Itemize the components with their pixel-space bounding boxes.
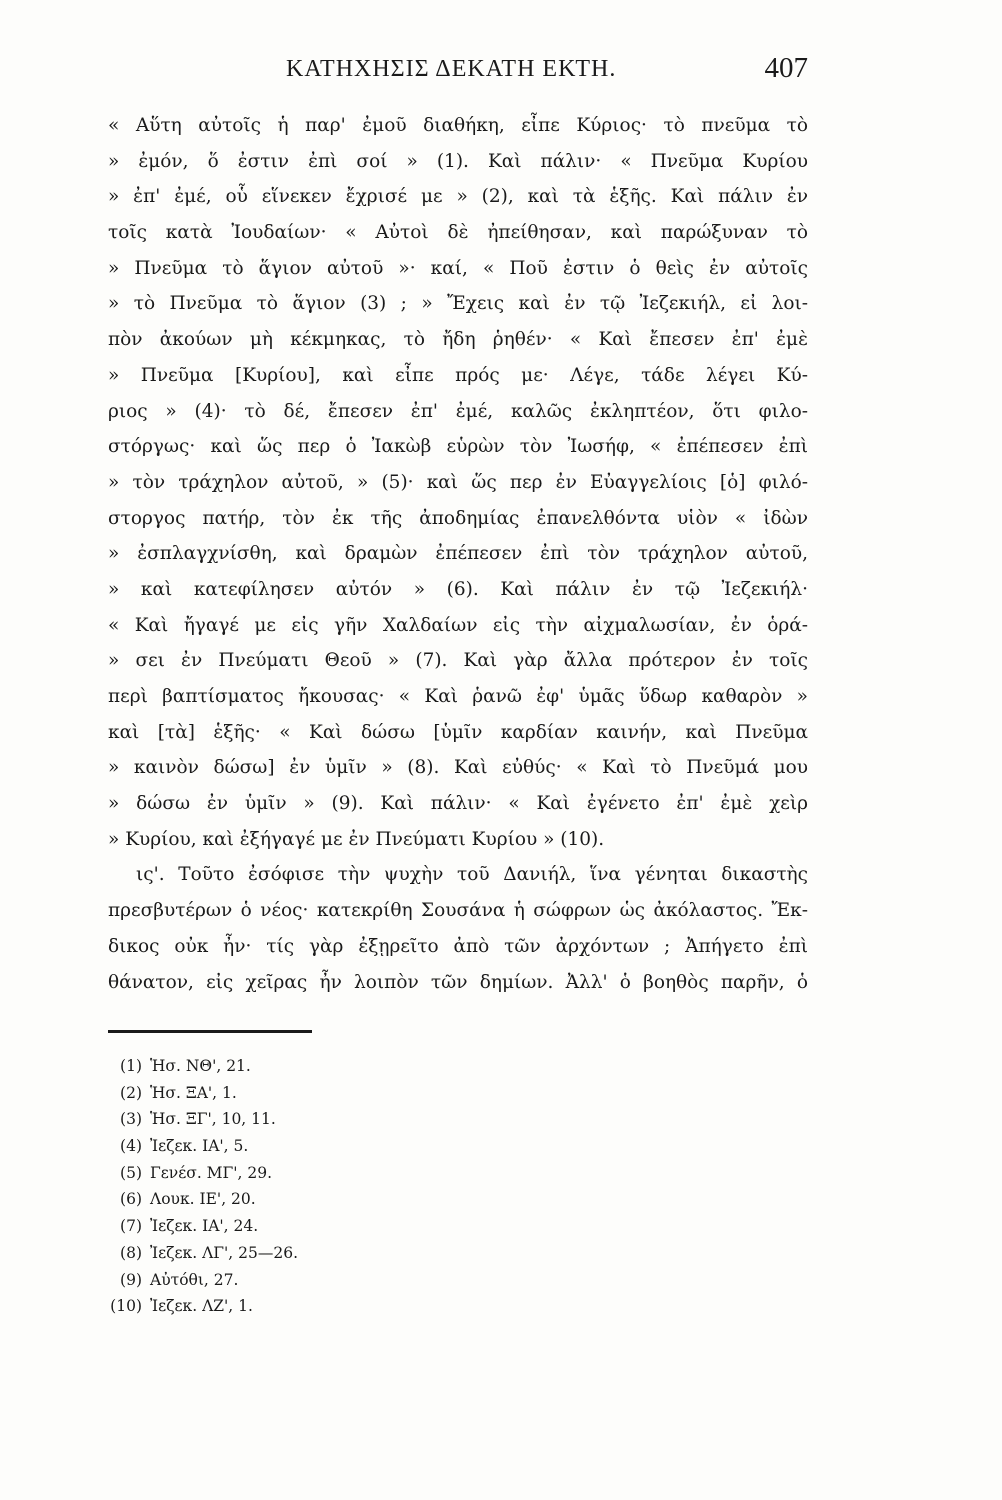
footnote-number: (3) xyxy=(120,1110,142,1129)
footnote xyxy=(108,1213,508,1240)
text-line: » τὸν τράχηλον αὐτοῦ, » (5)· καὶ ὥς περ ἐν Εὐαγγελίοις [ὁ] φιλό- xyxy=(108,471,808,493)
footnote xyxy=(108,1267,508,1294)
footnote xyxy=(108,1240,508,1267)
footnote xyxy=(108,1053,508,1080)
footnote-number: (4) xyxy=(120,1137,142,1156)
text-line: » ἐσπλαγχνίσθη, καὶ δραμὼν ἐπέπεσεν ἐπὶ τὸν τράχηλον αὐτοῦ, xyxy=(108,543,808,565)
text-line: » σει ἐν Πνεύματι Θεοῦ » (7). Καὶ γὰρ ἄλλα πρότερον ἐν τοῖς xyxy=(108,650,808,672)
text-line: » τὸ Πνεῦμα τὸ ἅγιον (3) ; » Ἔχεις καὶ ἐν τῷ Ἰεζεκιήλ, εἰ λοι- xyxy=(108,293,808,315)
page-header xyxy=(108,52,808,92)
text-line: » δώσω ἐν ὑμῖν » (9). Καὶ πάλιν· « Καὶ ἐγένετο ἐπ' ἐμὲ χεὶρ xyxy=(108,793,808,815)
footnote xyxy=(108,1160,508,1187)
text-line: » καὶ κατεφίλησεν αὐτόν » (6). Καὶ πάλιν ἐν τῷ Ἰεζεκιήλ· xyxy=(108,578,808,600)
text-line: στόργως· καὶ ὥς περ ὁ Ἰακὼβ εὑρὼν τὸν Ἰωσήφ, « ἐπέπεσεν ἐπὶ xyxy=(108,436,808,458)
text-line: ριος » (4)· τὸ δέ, ἔπεσεν ἐπ' ἐμέ, καλῶς ἐκληπτέον, ὅτι φιλο- xyxy=(108,400,808,422)
footnote-text: Ἰεζεκ. ΙΑ', 5. xyxy=(150,1137,249,1156)
footnote-text: Ἡσ. ΞΑ', 1. xyxy=(150,1083,237,1102)
footnote-number: (1) xyxy=(120,1057,142,1075)
footnotes xyxy=(108,1053,508,1320)
footnote-text: Ἰεζεκ. ΛΖ', 1. xyxy=(150,1297,253,1316)
text-line: πὸν ἀκούων μὴ κέκμηκας, τὸ ἤδη ῥηθέν· « Καὶ ἔπεσεν ἐπ' ἐμὲ xyxy=(108,329,808,351)
footnote-text: Αὐτόθι, 27. xyxy=(150,1270,239,1289)
text-line: ις'. Τοῦτο ἐσόφισε τὴν ψυχὴν τοῦ Δανιήλ, ἵνα γένηται δικαστὴς xyxy=(136,864,808,886)
footnote-text: Ἡσ. ΝΘ', 21. xyxy=(150,1057,251,1075)
footnote xyxy=(108,1186,508,1213)
text-line: « Καὶ ἤγαγέ με εἰς γῆν Χαλδαίων εἰς τὴν αἰχμαλωσίαν, ἐν ὁρά- xyxy=(108,614,808,636)
running-head: ΚΑΤΗΧΗΣΙΣ ΔΕΚΑΤΗ ΕΚΤΗ. xyxy=(286,56,617,82)
footnote-rule xyxy=(108,1030,312,1033)
footnote-number: (5) xyxy=(120,1163,142,1182)
footnote-text: Λουκ. ΙΕ', 20. xyxy=(150,1190,256,1209)
footnote-text: Ἰεζεκ. ΙΑ', 24. xyxy=(150,1217,259,1236)
text-line: στοργος πατήρ, τὸν ἐκ τῆς ἀποδημίας ἐπανελθόντα υἱὸν « ἰδὼν xyxy=(108,507,808,529)
text-line: « Αὕτη αὐτοῖς ἡ παρ' ἐμοῦ διαθήκη, εἶπε Κύριος· τὸ πνεῦμα τὸ xyxy=(108,115,808,136)
footnote xyxy=(108,1106,508,1133)
page-number: 407 xyxy=(764,52,808,84)
text-line: περὶ βαπτίσματος ἤκουσας· « Καὶ ῥανῶ ἐφ' ὑμᾶς ὕδωρ καθαρὸν » xyxy=(108,686,808,707)
footnote-text: Γενέσ. ΜΓ', 29. xyxy=(150,1163,273,1182)
footnote-number: (2) xyxy=(120,1083,142,1102)
footnote-number: (8) xyxy=(120,1243,142,1262)
text-line: » ἐμόν, ὅ ἐστιν ἐπὶ σοί » (1). Καὶ πάλιν· « Πνεῦμα Κυρίου xyxy=(108,150,808,172)
text-line: » Πνεῦμα [Κυρίου], καὶ εἶπε πρός με· Λέγε, τάδε λέγει Κύ- xyxy=(108,364,808,386)
footnote xyxy=(108,1293,508,1320)
body-text xyxy=(108,108,808,1000)
footnote-text: Ἰεζεκ. ΛΓ', 25—26. xyxy=(150,1243,299,1262)
footnote-text: Ἡσ. ΞΓ', 10, 11. xyxy=(150,1110,276,1129)
text-line: » καινὸν δώσω] ἐν ὑμῖν » (8). Καὶ εὐθύς· « Καὶ τὸ Πνεῦμά μου xyxy=(108,757,808,779)
footnote xyxy=(108,1133,508,1160)
footnote-number: (9) xyxy=(120,1270,142,1289)
text-line: πρεσβυτέρων ὁ νέος· κατεκρίθη Σουσάνα ἡ σώφρων ὡς ἀκόλαστος. Ἔκ- xyxy=(108,900,808,922)
text-line: » ἐπ' ἐμέ, οὗ εἵνεκεν ἔχρισέ με » (2), καὶ τὰ ἑξῆς. Καὶ πάλιν ἐν xyxy=(108,186,808,208)
footnote-number: (10) xyxy=(110,1297,142,1316)
text-line: τοῖς κατὰ Ἰουδαίων· « Αὐτοὶ δὲ ἠπείθησαν, καὶ παρώξυναν τὸ xyxy=(108,222,808,244)
text-line: καὶ [τὰ] ἑξῆς· « Καὶ δώσω [ὑμῖν καρδίαν καινήν, καὶ Πνεῦμα xyxy=(108,721,808,743)
text-line: » Κυρίου, καὶ ἐξήγαγέ με ἐν Πνεύματι Κυρίου » (10). xyxy=(108,828,605,850)
footnote-number: (7) xyxy=(120,1217,142,1236)
text-line: » Πνεῦμα τὸ ἅγιον αὐτοῦ »· καί, « Ποῦ ἐστιν ὁ θεὶς ἐν αὐτοῖς xyxy=(108,257,808,279)
footnote-number: (6) xyxy=(120,1190,142,1209)
footnote xyxy=(108,1080,508,1107)
text-line: δικος οὐκ ἦν· τίς γὰρ ἐξῃρεῖτο ἀπὸ τῶν ἀρχόντων ; Ἀπήγετο ἐπὶ xyxy=(108,935,808,957)
text-line: θάνατον, εἰς χεῖρας ἦν λοιπὸν τῶν δημίων. Ἀλλ' ὁ βοηθὸς παρῆν, ὁ xyxy=(108,971,808,993)
